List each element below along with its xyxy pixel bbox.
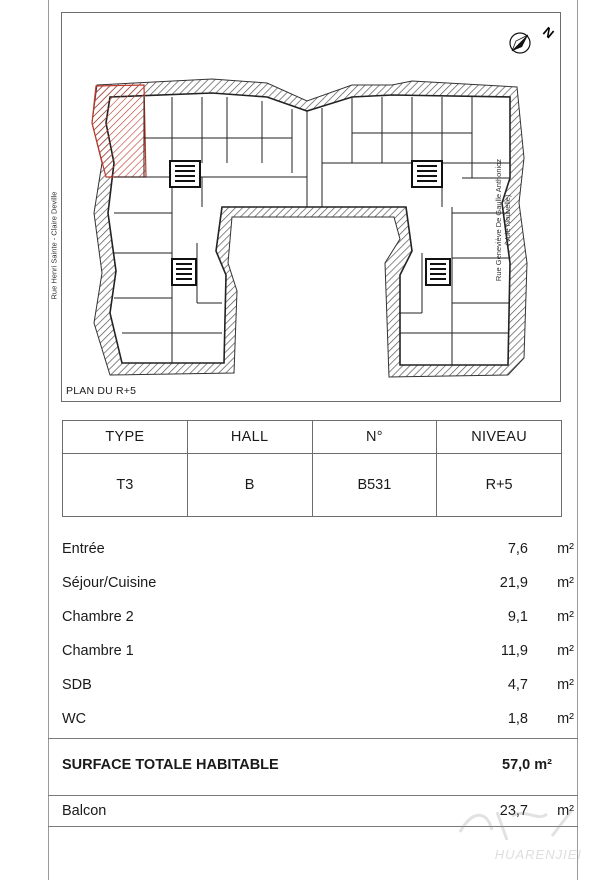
sheet-left-rule xyxy=(48,0,49,880)
street-label-right: Rue Geneviève De Gaulle Anthonioz (Voie Nouvelle) xyxy=(494,158,513,282)
room-row-chambre-1: Chambre 1 11,9 m² xyxy=(62,643,574,659)
room-row-wc: WC 1,8 m² xyxy=(62,711,574,727)
balcon-row: Balcon 23,7 m² xyxy=(62,803,574,819)
room-row-sdb: SDB 4,7 m² xyxy=(62,677,574,693)
street-label-left: Rue Henri Sainte - Claire Deville xyxy=(49,191,59,300)
table-header-row xyxy=(63,421,562,454)
highlighted-apartment xyxy=(92,85,146,177)
total-surface-label: SURFACE TOTALE HABITABLE xyxy=(62,757,279,773)
compass-icon xyxy=(510,24,557,53)
header-number: N° xyxy=(312,421,437,454)
value-number: B531 xyxy=(312,454,437,517)
table-row xyxy=(63,454,562,517)
svg-text:N: N xyxy=(540,23,557,42)
plan-caption: PLAN DU R+5 xyxy=(66,385,137,397)
header-niveau: NIVEAU xyxy=(437,421,562,454)
total-surface-value: 57,0 m² xyxy=(502,757,552,773)
value-hall: B xyxy=(187,454,312,517)
room-row-entree: Entrée 7,6 m² xyxy=(62,541,574,557)
header-hall: HALL xyxy=(187,421,312,454)
total-surface-row xyxy=(62,757,574,777)
header-type: TYPE xyxy=(63,421,188,454)
floor-plan-drawing xyxy=(62,13,562,403)
divider-top xyxy=(48,738,578,739)
value-niveau: R+5 xyxy=(437,454,562,517)
watermark-logo: HUARENJIEI xyxy=(452,802,582,862)
apartment-info-table xyxy=(62,420,562,517)
sheet-right-rule xyxy=(577,0,578,880)
room-row-chambre-2: Chambre 2 9,1 m² xyxy=(62,609,574,625)
room-row-sejour: Séjour/Cuisine 21,9 m² xyxy=(62,575,574,591)
divider-middle xyxy=(48,795,578,796)
watermark-glyph-icon xyxy=(452,802,582,846)
value-type: T3 xyxy=(63,454,188,517)
floor-plan xyxy=(49,12,561,402)
